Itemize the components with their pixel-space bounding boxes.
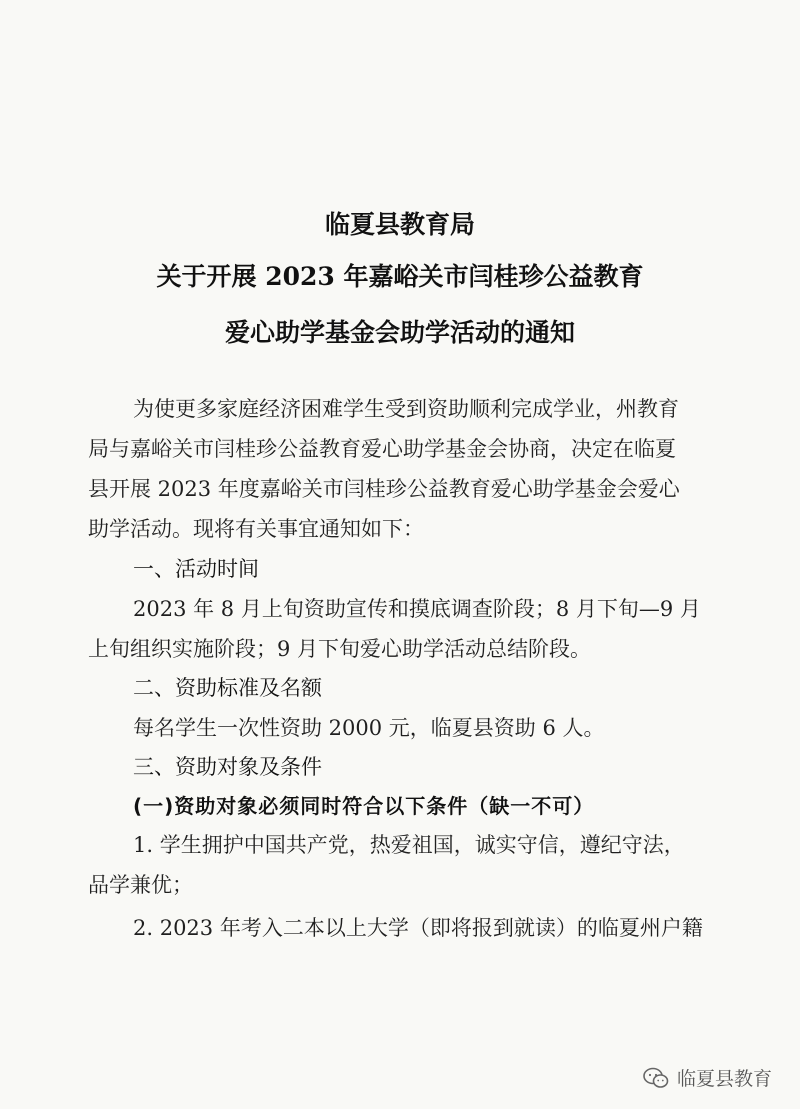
doc-title-line-2: 关于开展 2023 年嘉峪关市闫桂珍公益教育 <box>156 262 644 291</box>
section-1-heading: 一、活动时间 <box>133 557 259 581</box>
section-1-line-2: 上旬组织实施阶段；9 月下旬爱心助学活动总结阶段。 <box>88 637 592 661</box>
doc-title-line-1: 临夏县教育局 <box>324 210 475 239</box>
intro-line-1: 为使更多家庭经济困难学生受到资助顺利完成学业，州教育 <box>133 397 679 421</box>
section-3-item-1-line-2: 品学兼优； <box>88 873 193 897</box>
watermark-text: 临夏县教育 <box>676 1068 772 1090</box>
wechat-icon <box>643 1067 669 1089</box>
intro-line-4: 助学活动。现将有关事宜通知如下： <box>88 517 424 541</box>
doc-title-line-3: 爱心助学基金会助学活动的通知 <box>224 318 575 347</box>
wechat-watermark <box>643 1064 772 1091</box>
section-3-heading: 三、资助对象及条件 <box>133 755 322 779</box>
section-3-item-2-line-1: 2. 2023 年考入二本以上大学（即将报到就读）的临夏州户籍 <box>133 916 703 940</box>
intro-line-3: 县开展 2023 年度嘉峪关市闫桂珍公益教育爱心助学基金会爱心 <box>88 477 680 501</box>
section-2-heading: 二、资助标准及名额 <box>133 676 322 700</box>
section-1-line-1: 2023 年 8 月上旬资助宣传和摸底调查阶段；8 月下旬—9 月 <box>133 597 701 621</box>
intro-line-2: 局与嘉峪关市闫桂珍公益教育爱心助学基金会协商，决定在临夏 <box>88 437 676 461</box>
section-2-line-1: 每名学生一次性资助 2000 元，临夏县资助 6 人。 <box>133 716 605 740</box>
section-3-subheading: (一)资助对象必须同时符合以下条件（缺一不可） <box>133 794 595 818</box>
section-3-item-1-line-1: 1. 学生拥护中国共产党，热爱祖国，诚实守信，遵纪守法， <box>133 833 685 857</box>
